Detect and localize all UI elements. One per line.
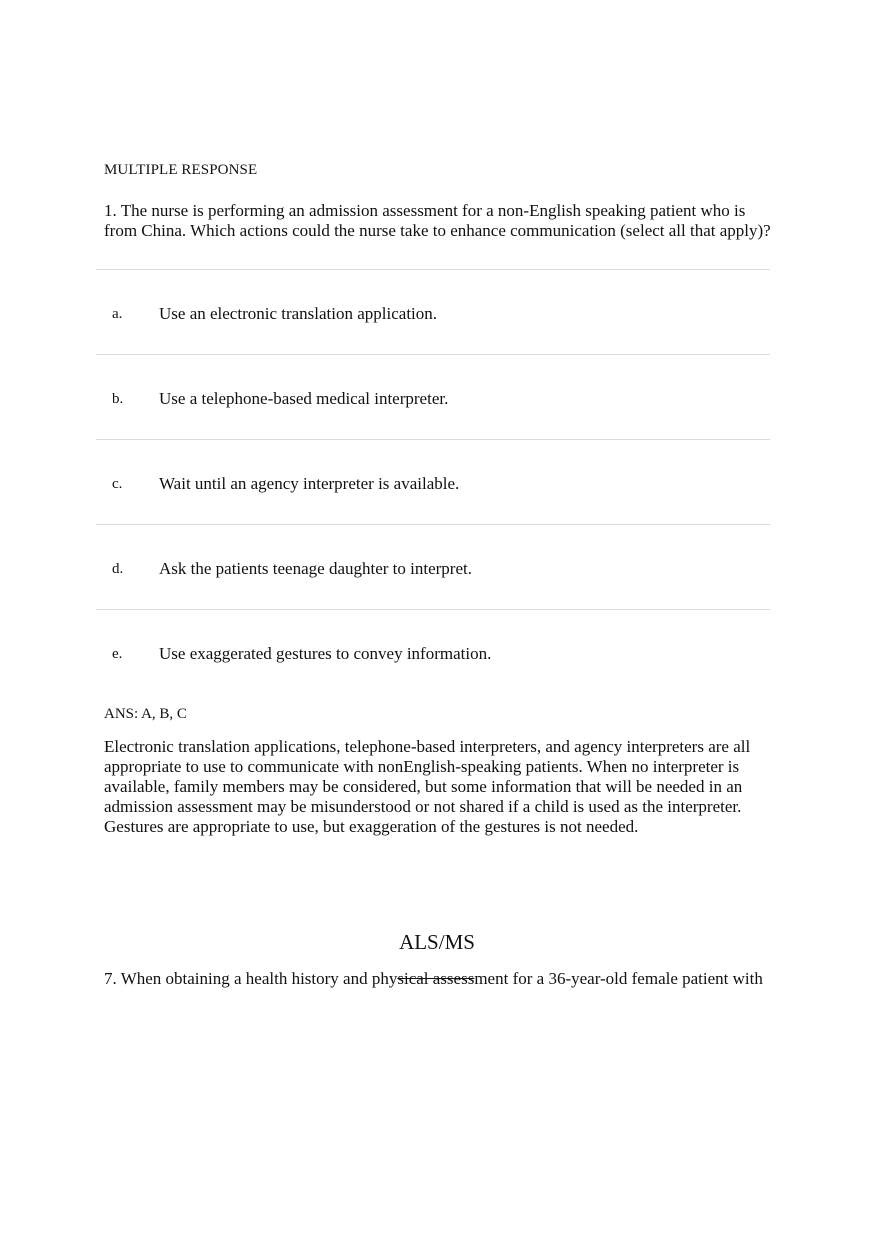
- option-text: Wait until an agency interpreter is available.: [159, 474, 460, 493]
- next-question-part2: ment for a 36-year-old female patient with: [474, 969, 763, 988]
- option-text: Ask the patients teenage daughter to interpret.: [159, 559, 472, 578]
- option-text: Use an electronic translation application.: [159, 304, 438, 323]
- option-text: Use exaggerated gestures to convey information.: [159, 644, 492, 663]
- section-header: MULTIPLE RESPONSE: [104, 162, 258, 178]
- next-question-text: [104, 969, 804, 989]
- rationale-text: Electronic translation applications, telephone-based interpreters, and agency interpreters are all appropriate to use to communicate with nonEnglish-speaking patients. When no interpreter is available, family members may be considered, but some information that will be needed in an admission assessment may be misunderstood or not shared if a child is used as the interpreter. Gestures are appropriate to use, but exaggeration of the gestures is not needed.: [104, 737, 751, 836]
- next-question-part1: 7. When obtaining a health history and phy: [104, 969, 398, 988]
- answer-options: [96, 269, 770, 694]
- option-letter: b.: [112, 391, 124, 407]
- answer-key: ANS: A, B, C: [104, 706, 187, 722]
- option-row-e: [96, 610, 770, 694]
- strikethrough-text: sical assess: [397, 969, 475, 988]
- option-text: Use a telephone-based medical interpreter.: [159, 389, 449, 408]
- section-heading: ALS/MS: [399, 930, 475, 954]
- option-row-d: [96, 525, 770, 610]
- option-row-b: [96, 355, 770, 440]
- option-row-c: [96, 440, 770, 525]
- option-letter: c.: [112, 476, 123, 492]
- option-letter: a.: [112, 306, 123, 322]
- question-text: 1. The nurse is performing an admission assessment for a non-English speaking patient who is from China. Which actions could the nurse take to enhance communication (select all that apply)?: [104, 201, 771, 240]
- option-row-a: [96, 270, 770, 355]
- option-letter: d.: [112, 561, 124, 577]
- option-letter: e.: [112, 646, 123, 662]
